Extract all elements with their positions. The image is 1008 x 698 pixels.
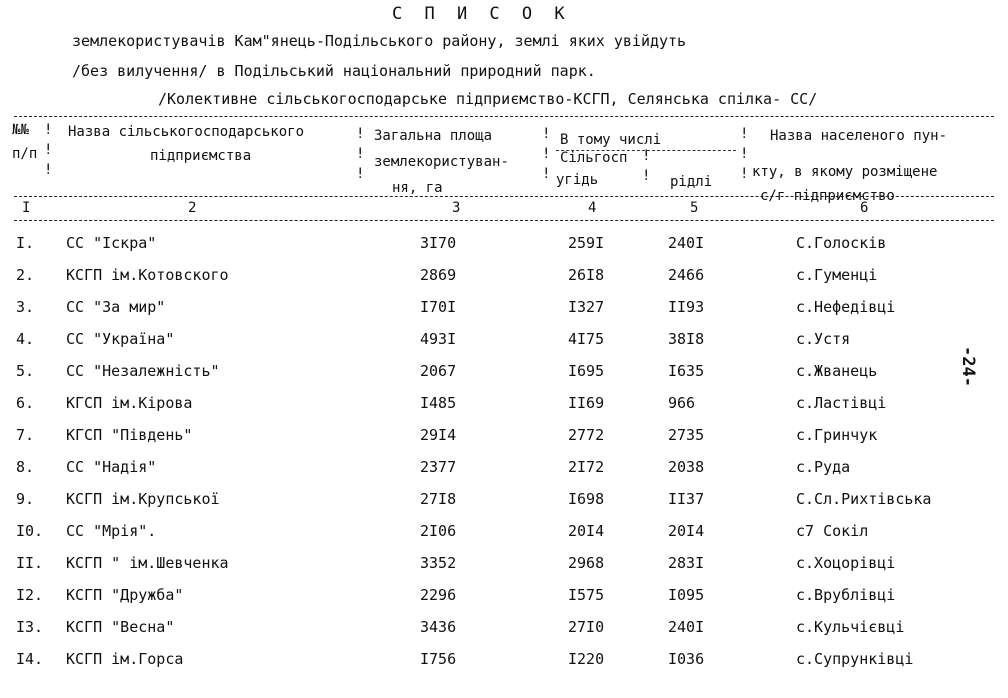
table-row [0,650,1008,682]
row-number: 9. [16,490,35,508]
agricultural-land: I327 [568,298,605,316]
arable-land: 240I [668,618,705,636]
intro-line-2: /без вилучення/ в Подільський національний природний парк. [72,62,596,80]
enterprise-name: КСГП ім.Котовского [66,266,229,284]
arable-land: I635 [668,362,705,380]
village-name: с.Супрунківці [796,650,914,668]
agricultural-land: 2772 [568,426,605,444]
table-row [0,362,1008,394]
total-area: 3I70 [420,234,457,252]
document-title: С П И С О К [392,4,571,24]
enterprise-name: СС "Мрія". [66,522,157,540]
row-number: I. [16,234,35,252]
arable-land: I095 [668,586,705,604]
agricultural-land: II69 [568,394,605,412]
column-number: 2 [188,200,197,216]
row-number: 5. [16,362,35,380]
arable-land: I036 [668,650,705,668]
village-name: с.Руда [796,458,851,476]
total-area: I70I [420,298,457,316]
table-top-rule [14,116,994,117]
enterprise-name: КСГП ім.Крупської [66,490,220,508]
arable-land: 20I4 [668,522,705,540]
header-village-line-2: кту, в якому розміщене [752,164,938,180]
total-area: 27I8 [420,490,457,508]
table-row [0,490,1008,522]
row-number: 4. [16,330,35,348]
agricultural-land: I698 [568,490,605,508]
table-row [0,522,1008,554]
table-row [0,618,1008,650]
column-number: I [22,200,31,216]
village-name: с.Гуменці [796,266,878,284]
village-name: с.Ластівці [796,394,887,412]
column-separator: ! ! [642,148,651,184]
column-separator: ! ! ! [542,126,551,182]
enterprise-name: СС "Надія" [66,458,157,476]
agricultural-land: 27I0 [568,618,605,636]
arable-land: 2466 [668,266,705,284]
header-no-line-1: №№ [12,122,29,138]
header-area-line-2: землекористуван- [374,154,509,170]
row-number: I3. [16,618,44,636]
village-name: с.Врублівці [796,586,896,604]
header-incl: В тому числі [560,132,662,148]
table-row [0,266,1008,298]
row-number: 7. [16,426,35,444]
table-row [0,586,1008,618]
total-area: 2I06 [420,522,457,540]
total-area: I756 [420,650,457,668]
village-name: С.Сл.Рихтівська [796,490,932,508]
row-number: 2. [16,266,35,284]
total-area: 493I [420,330,457,348]
total-area: 2296 [420,586,457,604]
column-separator: ! ! ! [740,126,749,182]
agricultural-land: 26I8 [568,266,605,284]
header-no-line-2: п/п [12,146,38,162]
village-name: С.Голосків [796,234,887,252]
arable-land: II93 [668,298,705,316]
village-name: с7 Сокіл [796,522,869,540]
agricultural-land: I220 [568,650,605,668]
agricultural-land: 20I4 [568,522,605,540]
intro-line-1: землекористувачів Кам"янець-Подільського району, землі яких увійдуть [72,32,687,50]
row-number: 8. [16,458,35,476]
table-row [0,298,1008,330]
agricultural-land: 2I72 [568,458,605,476]
intro-line-3: /Колективне сільськогосподарське підприємство-КСГП, Селянська спілка- СС/ [158,90,818,108]
header-village-line-3: с/г підприємство [760,188,895,204]
header-agri-line-1: Сільгосп [560,150,628,166]
village-name: с.Кульчієвці [796,618,905,636]
enterprise-name: КСГП "Дружба" [66,586,184,604]
row-number: I0. [16,522,44,540]
column-number: 3 [452,200,461,216]
arable-land: II37 [668,490,705,508]
total-area: 29I4 [420,426,457,444]
header-name-line-2: підприємства [150,148,252,164]
row-number: 3. [16,298,35,316]
table-row [0,330,1008,362]
header-area-line-3: ня, га [392,180,443,196]
arable-land: 966 [668,394,696,412]
table-row [0,234,1008,266]
row-number: 6. [16,394,35,412]
side-page-number: -24- [958,346,978,387]
enterprise-name: КГСП "Південь" [66,426,193,444]
table-row [0,554,1008,586]
enterprise-name: СС "Іскра" [66,234,157,252]
agricultural-land: I695 [568,362,605,380]
row-number: I4. [16,650,44,668]
enterprise-name: КСГП ім.Горса [66,650,184,668]
enterprise-name: СС "Незалежність" [66,362,220,380]
agricultural-land: 4I75 [568,330,605,348]
village-name: с.Жванець [796,362,878,380]
enterprise-name: КГСП ім.Кірова [66,394,193,412]
header-name-line-1: Назва сільськогосподарського [68,124,305,140]
row-number: II. [16,554,44,572]
header-arable: рідлі [670,174,713,190]
table-row [0,426,1008,458]
village-name: с.Гринчук [796,426,878,444]
arable-land: 283I [668,554,705,572]
table-row [0,458,1008,490]
header-agri-line-2: угідь [556,172,599,188]
column-separator: ! ! ! [44,122,53,178]
total-area: 3436 [420,618,457,636]
enterprise-name: СС "За мир" [66,298,166,316]
enterprise-name: СС "Україна" [66,330,175,348]
arable-land: 2735 [668,426,705,444]
arable-land: 38I8 [668,330,705,348]
column-number: 5 [690,200,699,216]
total-area: I485 [420,394,457,412]
arable-land: 2038 [668,458,705,476]
enterprise-name: КСГП " ім.Шевченка [66,554,229,572]
arable-land: 240I [668,234,705,252]
column-separator: ! ! ! [356,126,365,182]
agricultural-land: 2968 [568,554,605,572]
village-name: с.Нефедівці [796,298,896,316]
village-name: с.Устя [796,330,851,348]
village-name: с.Хоцорівці [796,554,896,572]
total-area: 3352 [420,554,457,572]
total-area: 2067 [420,362,457,380]
header-village-line-1: Назва населеного пун- [770,128,948,144]
column-number: 6 [860,200,869,216]
agricultural-land: I575 [568,586,605,604]
table-row [0,394,1008,426]
header-area-line-1: Загальна площа [374,128,493,144]
enterprise-name: КСГП "Весна" [66,618,175,636]
agricultural-land: 259I [568,234,605,252]
column-number-rule [14,220,994,221]
row-number: I2. [16,586,44,604]
total-area: 2377 [420,458,457,476]
column-number: 4 [588,200,597,216]
total-area: 2869 [420,266,457,284]
